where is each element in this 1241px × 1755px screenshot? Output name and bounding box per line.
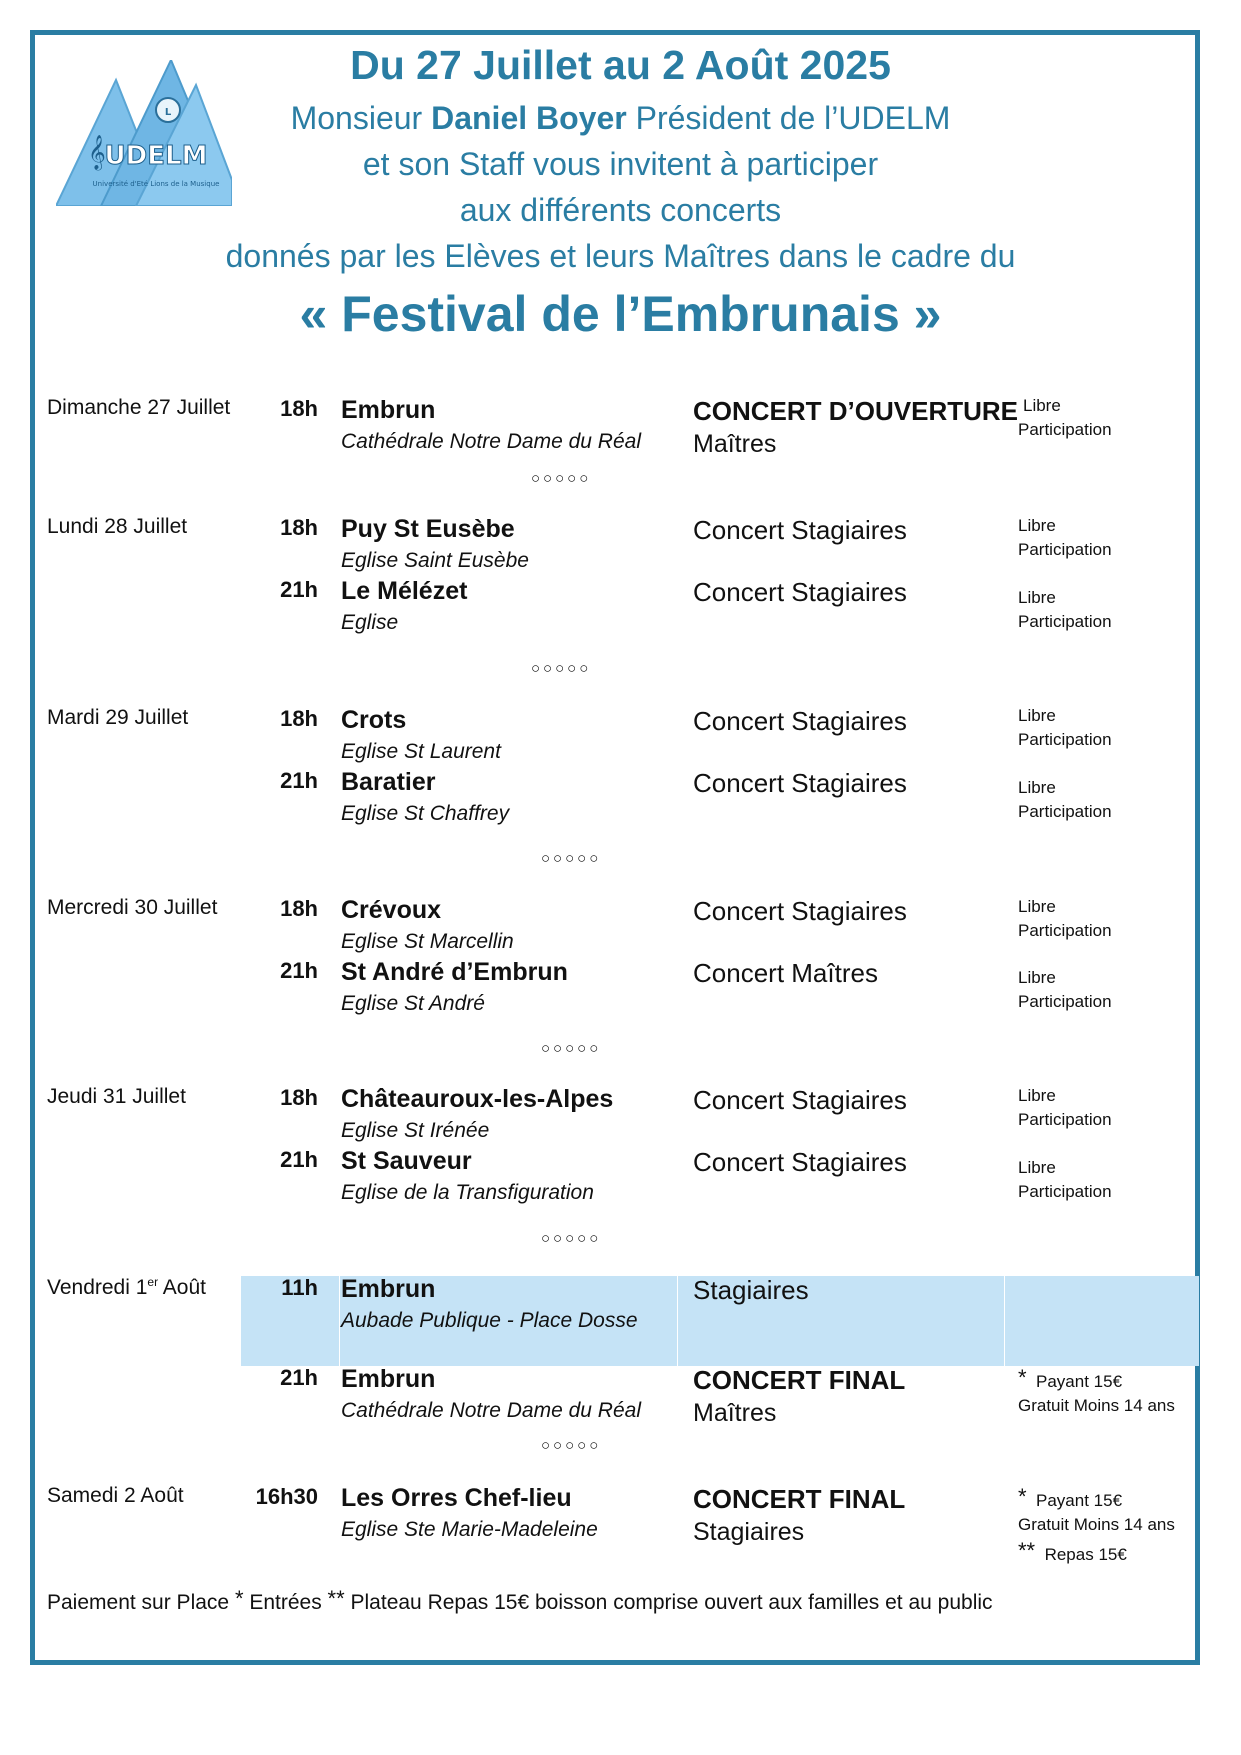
event-time: 21h xyxy=(280,577,318,602)
event-type: Concert Stagiaires xyxy=(693,515,907,545)
event-venue: Eglise St Irénée xyxy=(341,1119,490,1142)
event-price: Libre Participation xyxy=(1018,968,1112,1011)
event-price: Libre Participation xyxy=(1018,778,1112,821)
event-price: Libre Participation xyxy=(1018,1158,1112,1201)
event-place: Crévoux xyxy=(341,896,442,924)
event-venue: Eglise St Chaffrey xyxy=(341,802,510,825)
event-time: 18h xyxy=(280,706,318,731)
event-price: * Payant 15€ Gratuit Moins 14 ans ** Repas 15€ xyxy=(1018,1484,1175,1564)
event-venue: Eglise Ste Marie-Madeleine xyxy=(341,1518,598,1541)
event-time: 16h30 xyxy=(255,1484,318,1509)
event-price: * Payant 15€ Gratuit Moins 14 ans xyxy=(1018,1365,1175,1415)
event-type: Concert Stagiaires xyxy=(693,1147,907,1177)
separator: ○○○○○ xyxy=(531,470,592,487)
event-time: 21h xyxy=(280,958,318,983)
separator: ○○○○○ xyxy=(541,1040,602,1057)
event-price: Libre Participation xyxy=(1018,516,1112,559)
invitation-line-2: et son Staff vous invitent à participer xyxy=(362,146,879,182)
event-type: Concert Stagiaires xyxy=(693,706,907,736)
svg-text:𝄞: 𝄞 xyxy=(88,135,106,170)
svg-text:L: L xyxy=(164,107,172,118)
separator: ○○○○○ xyxy=(531,660,592,677)
event-place: Embrun xyxy=(341,1365,436,1393)
event-performers: Maîtres xyxy=(693,1399,777,1427)
event-price: Libre Participation xyxy=(1018,706,1112,749)
event-price: Libre Participation xyxy=(1018,396,1112,439)
event-venue: Eglise de la Transfiguration xyxy=(341,1181,594,1204)
invitation-line-3: aux différents concerts xyxy=(459,192,782,228)
event-type: CONCERT D’OUVERTURE xyxy=(693,396,1019,426)
event-type: Stagiaires xyxy=(693,1275,809,1305)
event-venue: Aubade Publique - Place Dosse xyxy=(341,1309,638,1332)
event-venue: Eglise St Marcellin xyxy=(341,930,514,953)
event-venue: Eglise St André xyxy=(341,992,485,1015)
event-place: Embrun xyxy=(341,396,436,424)
separator: ○○○○○ xyxy=(541,1230,602,1247)
event-time: 18h xyxy=(280,396,318,421)
event-type: CONCERT FINAL xyxy=(693,1365,906,1395)
event-time: 21h xyxy=(280,1365,318,1390)
invitation-line-1: Monsieur Daniel Boyer Président de l’UDELM xyxy=(290,100,951,136)
festival-title: « Festival de l’Embrunais » xyxy=(299,286,942,342)
event-place: Châteauroux-les-Alpes xyxy=(341,1085,614,1113)
president-name: Daniel Boyer xyxy=(431,100,627,136)
day-label-saturday: Samedi 2 Août xyxy=(47,1484,184,1507)
event-place: Embrun xyxy=(341,1275,436,1303)
day-label-monday: Lundi 28 Juillet xyxy=(47,515,188,538)
day-label-tuesday: Mardi 29 Juillet xyxy=(47,706,189,729)
event-performers: Stagiaires xyxy=(693,1518,805,1546)
svg-text:Université d'Eté Lions de la M: Université d'Eté Lions de la Musique xyxy=(92,180,220,188)
event-type: Concert Maîtres xyxy=(693,958,878,988)
event-price: Libre Participation xyxy=(1018,897,1112,940)
event-price: Libre Participation xyxy=(1018,588,1112,631)
event-venue: Eglise Saint Eusèbe xyxy=(341,549,529,572)
event-performers: Maîtres xyxy=(693,430,777,458)
event-time: 11h xyxy=(281,1275,318,1300)
event-type: CONCERT FINAL xyxy=(693,1484,906,1514)
separator: ○○○○○ xyxy=(541,850,602,867)
highlight-divider xyxy=(1004,1276,1005,1366)
day-label-thursday: Jeudi 31 Juillet xyxy=(47,1085,186,1108)
event-time: 18h xyxy=(280,896,318,921)
event-price: Libre Participation xyxy=(1018,1086,1112,1129)
festival-dates: Du 27 Juillet au 2 Août 2025 xyxy=(350,42,891,88)
event-place: Les Orres Chef-lieu xyxy=(341,1484,572,1512)
event-time: 18h xyxy=(280,515,318,540)
event-venue: Eglise St Laurent xyxy=(341,740,501,763)
event-venue: Cathédrale Notre Dame du Réal xyxy=(341,1399,641,1422)
event-type: Concert Stagiaires xyxy=(693,1085,907,1115)
highlight-divider xyxy=(339,1276,340,1366)
event-place: Crots xyxy=(341,706,407,734)
event-place: Le Mélézet xyxy=(341,577,468,605)
invitation-line-4: donnés par les Elèves et leurs Maîtres dans le cadre du xyxy=(225,238,1016,274)
event-type: Concert Stagiaires xyxy=(693,768,907,798)
event-place: Baratier xyxy=(341,768,436,796)
event-place: St Sauveur xyxy=(341,1147,472,1175)
day-label-sunday: Dimanche 27 Juillet xyxy=(47,396,231,419)
highlight-divider xyxy=(677,1276,678,1366)
event-place: St André d’Embrun xyxy=(341,958,568,986)
event-type: Concert Stagiaires xyxy=(693,577,907,607)
event-time: 21h xyxy=(280,1147,318,1172)
event-venue: Cathédrale Notre Dame du Réal xyxy=(341,430,641,453)
svg-text:UDELM: UDELM xyxy=(104,141,208,171)
event-venue: Eglise xyxy=(341,611,399,634)
event-type: Concert Stagiaires xyxy=(693,896,907,926)
payment-note: Paiement sur Place * Entrées ** Plateau Repas 15€ boisson comprise ouvert aux familles et au public xyxy=(47,1586,993,1614)
event-time: 18h xyxy=(280,1085,318,1110)
separator: ○○○○○ xyxy=(541,1437,602,1454)
day-label-friday: Vendredi 1er Août xyxy=(47,1275,206,1299)
day-label-wednesday: Mercredi 30 Juillet xyxy=(47,896,218,919)
event-time: 21h xyxy=(280,768,318,793)
event-place: Puy St Eusèbe xyxy=(341,515,515,543)
